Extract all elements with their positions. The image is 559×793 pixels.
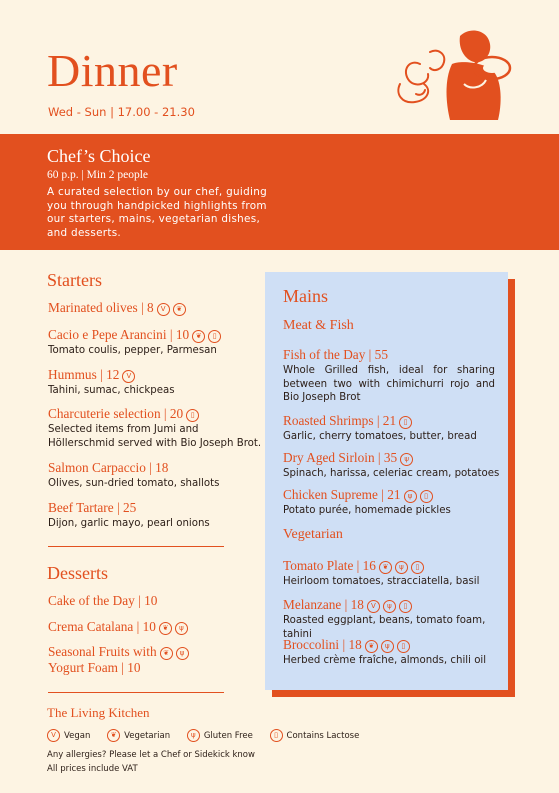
item-description: Spinach, harissa, celeriac cream, potatoes (283, 468, 500, 479)
item-description: Garlic, cherry tomatoes, butter, bread (283, 431, 477, 442)
menu-item (48, 593, 157, 609)
item-description: Potato purée, homemade pickles (283, 505, 451, 516)
item-description: Olives, sun-dried tomato, shallots (48, 478, 220, 489)
leaf-icon: ❦ (107, 729, 120, 742)
chefs-choice-price: 60 p.p. | Min 2 people (47, 169, 149, 181)
chefs-choice-banner (0, 134, 559, 250)
menu-item (283, 597, 508, 641)
milk-icon: ▯ (420, 490, 433, 503)
wheat-icon: ψ (400, 453, 413, 466)
item-name: Broccolini | 18 (283, 637, 362, 652)
item-description: Tahini, sumac, chickpeas (48, 385, 175, 396)
item-name: Cake of the Day | 10 (48, 593, 158, 608)
wheat-icon: ψ (176, 647, 189, 660)
wheat-icon: ψ (383, 600, 396, 613)
milk-icon: ▯ (397, 640, 410, 653)
menu-item (283, 347, 495, 405)
leaf-icon: ❦ (192, 330, 205, 343)
menu-item (283, 558, 479, 589)
item-description: Dijon, garlic mayo, pearl onions (48, 518, 210, 529)
item-name: Melanzane | 18 (283, 597, 364, 612)
legend-vegetarian: Vegetarian (124, 731, 171, 741)
menu-item (48, 619, 188, 635)
legend-vegan: Vegan (64, 731, 91, 741)
item-name: Tomato Plate | 16 (283, 558, 376, 573)
divider (48, 546, 224, 547)
page-title: Dinner (47, 45, 178, 96)
item-name: Dry Aged Sirloin | 35 (283, 450, 398, 465)
desserts-heading: Desserts (47, 563, 108, 583)
vat-note: All prices include VAT (47, 764, 138, 774)
item-description: Herbed crème fraîche, almonds, chili oil (283, 655, 487, 666)
leaf-icon: ❦ (159, 622, 172, 635)
allergy-note: Any allergies? Please let a Chef or Sidekick know (47, 750, 255, 760)
menu-item (283, 413, 477, 444)
legend-title: The Living Kitchen (47, 705, 150, 720)
wheat-icon: ψ (187, 729, 200, 742)
item-name: Crema Catalana | 10 (48, 619, 156, 634)
chef-illustration (390, 24, 518, 124)
leaf-icon: ❦ (173, 303, 186, 316)
menu-item (48, 460, 219, 491)
leaf-icon: ❦ (365, 640, 378, 653)
leaf-icon: ❦ (379, 561, 392, 574)
item-name: Fish of the Day | 55 (283, 347, 388, 362)
menu-item (48, 300, 186, 316)
item-name: Charcuterie selection | 20 (48, 406, 184, 421)
mains-panel (265, 272, 508, 690)
item-name: Cacio e Pepe Arancini | 10 (48, 327, 190, 342)
legend-icons (47, 729, 373, 742)
item-name: Marinated olives | 8 (48, 300, 154, 315)
item-description: Heirloom tomatoes, stracciatella, basil (283, 576, 480, 587)
menu-item (48, 367, 175, 398)
legend (47, 705, 373, 776)
vegan-icon: V (47, 729, 60, 742)
starters-heading: Starters (47, 270, 102, 290)
item-description: Tomato coulis, pepper, Parmesan (48, 345, 217, 356)
item-description: Whole Grilled fish, ideal for sharing between two with chimichurri rojo and Bio Joseph Brot (283, 365, 495, 403)
wheat-icon: ψ (395, 561, 408, 574)
item-name: Roasted Shrimps | 21 (283, 413, 397, 428)
menu-item (48, 327, 221, 358)
item-description: Roasted eggplant, beans, tomato foam, tahini (283, 615, 486, 640)
opening-hours: Wed - Sun | 17.00 - 21.30 (48, 105, 195, 119)
menu-item (48, 500, 210, 531)
wheat-icon: ψ (175, 622, 188, 635)
vegan-icon: V (122, 370, 135, 383)
menu-item (283, 450, 499, 481)
wheat-icon: ψ (404, 490, 417, 503)
milk-icon: ▯ (208, 330, 221, 343)
chefs-choice-description: A curated selection by our chef, guiding you through handpicked highlights from our starters, mains, vegetarian dishes, and desserts. (47, 186, 267, 239)
milk-icon: ▯ (411, 561, 424, 574)
item-name: Beef Tartare | 25 (48, 500, 137, 515)
item-name: Salmon Carpaccio | 18 (48, 460, 169, 475)
vegan-icon: V (367, 600, 380, 613)
item-name: Chicken Supreme | 21 (283, 487, 401, 502)
legend-gluten-free: Gluten Free (203, 731, 253, 741)
milk-icon: ▯ (399, 600, 412, 613)
wheat-icon: ψ (381, 640, 394, 653)
divider (48, 692, 224, 693)
milk-icon: ▯ (270, 729, 283, 742)
menu-item (48, 406, 263, 450)
legend-lactose: Contains Lactose (286, 731, 360, 741)
milk-icon: ▯ (186, 409, 199, 422)
meat-fish-heading: Meat & Fish (283, 318, 354, 333)
menu-item (48, 644, 189, 676)
mains-heading: Mains (283, 286, 328, 306)
item-name: Seasonal Fruits with (48, 644, 157, 659)
chefs-choice-title: Chef’s Choice (47, 146, 151, 166)
vegetarian-heading: Vegetarian (283, 527, 343, 542)
milk-icon: ▯ (399, 416, 412, 429)
menu-item (283, 637, 486, 668)
item-name-continued: Yogurt Foam | 10 (48, 660, 141, 675)
leaf-icon: ❦ (160, 647, 173, 660)
vegan-icon: V (157, 303, 170, 316)
menu-item (283, 487, 451, 518)
item-name: Hummus | 12 (48, 367, 120, 382)
item-description: Selected items from Jumi and Höllerschmid served with Bio Joseph Brot. (48, 424, 262, 449)
